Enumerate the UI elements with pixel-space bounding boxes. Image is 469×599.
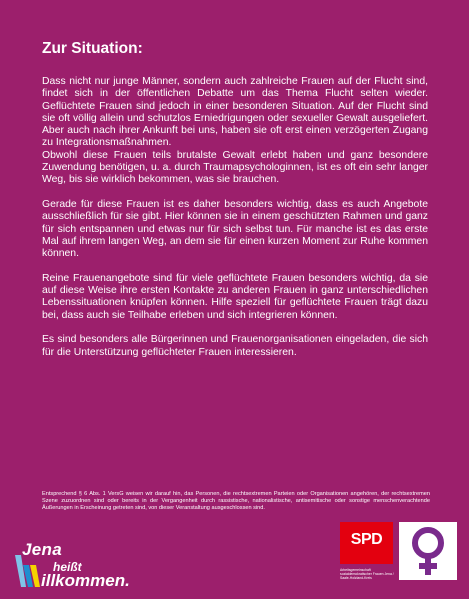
womens-symbol-logo <box>399 522 457 580</box>
section-heading: Zur Situation: <box>42 40 143 57</box>
jena-welcome-logo <box>14 537 164 593</box>
spd-logo-text: SPD <box>350 531 383 548</box>
w-letter-icon <box>14 551 44 591</box>
paragraph-1: Dass nicht nur junge Männer, sondern auch zahlreiche Frauen auf der Flucht sind, findet sich in der öffentlichen Debatte um das Thema Flucht selten wieder. Geflüchtete Frauen sind jedoch in einer besonderen Situation. Auf der Flucht sind sie oft völlig allein und schutzlos Erniedrigungen oder sexueller Gewalt ausgeliefert. Aber auch nach ihrer Ankunft bei uns, haben sie oft erst einen verzögerten Zugang zu Integrationsmaßnahmen. <box>42 76 428 149</box>
spd-logo-caption: Arbeitsgemeinschaft sozialdemokratischer Frauen Jena / Saale-Holzland-Kreis <box>340 568 394 580</box>
paragraph-5: Es sind besonders alle Bürgerinnen und Frauenorganisationen eingeladen, die sich für die Unterstützung geflüchteter Frauen interessieren. <box>42 334 428 358</box>
logo-word-willkommen: illkommen. <box>41 571 130 590</box>
legal-notice: Entsprechend § 6 Abs. 1 VersG weisen wir darauf hin, das Personen, die rechtsextremen Parteien oder Organisationen angehören, der rechtsextremen Szene zuzuordnen sind oder bereits in der Vergangenheit durch rassistische, nationalistische, antisemitische oder sonstige menschenverachtende Äußerungen in Erscheinung getreten sind, von dieser Veranstaltung ausgeschlossen sind. <box>42 491 430 512</box>
body-text <box>42 76 428 371</box>
logo-word-heisst: heißt <box>53 560 82 574</box>
paragraph-2: Obwohl diese Frauen teils brutalste Gewalt erlebt haben und ganz besondere Zuwendung benötigen, u. a. durch Traumapsychologinnen, ist es oft ein sehr langer Weg, bis sie wirklich bekommen, was sie brauchen. <box>42 149 428 186</box>
paragraph-3: Gerade für diese Frauen ist es daher besonders wichtig, dass es auch Angebote ausschließlich für sie gibt. Hier können sie in einem geschützten Rahmen und ganz für sich entspannen und etwas nur für sich selbst tun. Für manche ist es das erste Mal auf ihrem langen Weg, an dem sie für einen kurzen Moment zur Ruhe kommen können. <box>42 198 428 260</box>
venus-symbol-icon <box>399 522 457 580</box>
spd-logo <box>340 522 393 564</box>
paragraph-4: Reine Frauenangebote sind für viele geflüchtete Frauen besonders wichtig, da sie auf diese Weise ihre ersten Kontakte zu anderen Frauen in ganz unterschiedlichen Lebenssituationen knüpfen können. Hilfe speziell für geflüchtete Frauen trägt dazu bei, dass auch sie Teilhabe erleben und sich integrieren können. <box>42 272 428 321</box>
logo-word-jena: Jena <box>22 540 62 559</box>
